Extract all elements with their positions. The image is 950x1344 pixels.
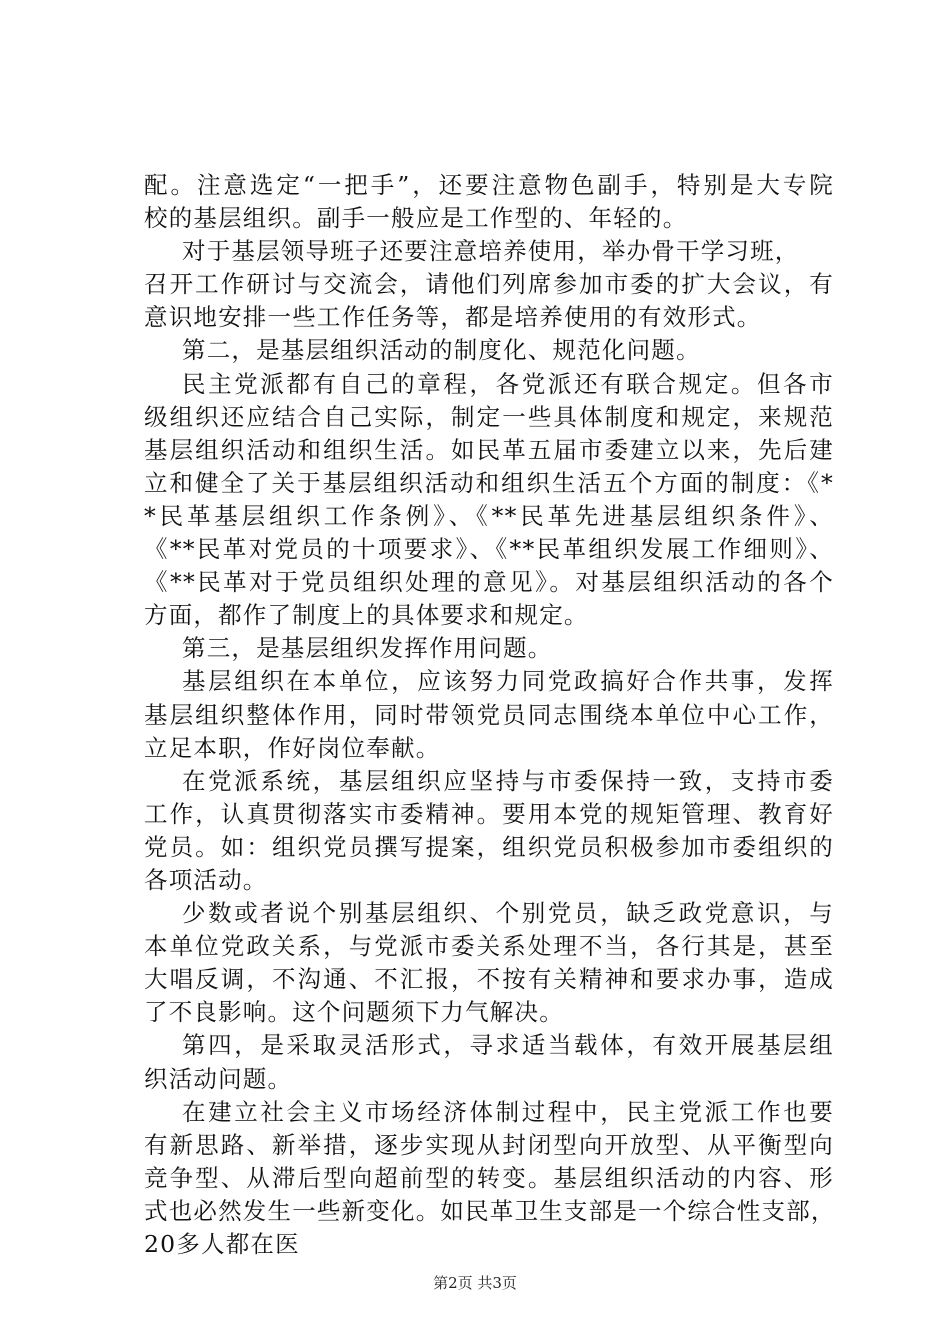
- text-line: 大唱反调，不沟通、不汇报，不按有关精神和要求办事，造成: [144, 965, 834, 994]
- text-line: *民革基层组织工作条例》、《**民革先进基层组织条件》、: [144, 501, 834, 530]
- text-line: 立和健全了关于基层组织活动和组织生活五个方面的制度：《*: [144, 468, 834, 497]
- text-line: 少数或者说个别基层组织、个别党员，缺乏政党意识，与: [182, 899, 834, 928]
- text-line: 基层组织在本单位，应该努力同党政搞好合作共事，发挥: [182, 667, 834, 696]
- page-number-footer: 第2页 共3页: [433, 1274, 517, 1292]
- text-line: 级组织还应结合自己实际，制定一些具体制度和规定，来规范: [144, 402, 834, 431]
- text-line: 织活动问题。: [144, 1064, 293, 1093]
- text-line: 民主党派都有自己的章程，各党派还有联合规定。但各市: [182, 369, 834, 398]
- text-line: 各项活动。: [144, 865, 268, 894]
- text-line: 基层组织活动和组织生活。如民革五届市委建立以来，先后建: [144, 435, 834, 464]
- text-line: 《**民革对党员的十项要求》、《**民革组织发展工作细则》、: [144, 535, 834, 564]
- text-line: 在建立社会主义市场经济体制过程中，民主党派工作也要: [182, 1097, 834, 1126]
- text-line: 校的基层组织。副手一般应是工作型的、年轻的。: [144, 204, 688, 233]
- text-line: 意识地安排一些工作任务等，都是培养使用的有效形式。: [144, 303, 762, 332]
- text-line: 本单位党政关系，与党派市委关系处理不当，各行其是，甚至: [144, 932, 834, 961]
- text-line: 在党派系统，基层组织应坚持与市委保持一致，支持市委: [182, 766, 834, 795]
- section-heading: 第三，是基层组织发挥作用问题。: [182, 634, 553, 663]
- section-heading: 第四，是采取灵活形式，寻求适当载体，有效开展基层组: [182, 1031, 834, 1060]
- section-heading: 第二，是基层组织活动的制度化、规范化问题。: [182, 336, 701, 365]
- text-line: 配。注意选定“一把手”，还要注意物色副手，特别是大专院: [144, 171, 834, 199]
- text-line: 20多人都在医: [144, 1230, 300, 1258]
- text-line: 《**民革对于党员组织处理的意见》。对基层组织活动的各个: [144, 568, 834, 597]
- text-line: 了不良影响。这个问题须下力气解决。: [144, 998, 564, 1027]
- text-line: 竞争型、从滞后型向超前型的转变。基层组织活动的内容、形: [144, 1163, 834, 1192]
- text-line: 工作，认真贯彻落实市委精神。要用本党的规矩管理、教育好: [144, 799, 834, 828]
- text-line: 式也必然发生一些新变化。如民革卫生支部是一个综合性支部，: [144, 1196, 836, 1225]
- text-line: 党员。如：组织党员撰写提案，组织党员积极参加市委组织的: [144, 832, 834, 861]
- text-line: 方面，都作了制度上的具体要求和规定。: [144, 601, 589, 630]
- text-line: 对于基层领导班子还要注意培养使用，举办骨干学习班，: [182, 237, 800, 266]
- text-line: 召开工作研讨与交流会，请他们列席参加市委的扩大会议，有: [144, 270, 834, 299]
- text-line: 立足本职，作好岗位奉献。: [144, 733, 441, 762]
- document-body: [144, 169, 834, 1261]
- text-line: 基层组织整体作用，同时带领党员同志围绕本单位中心工作，: [144, 700, 834, 729]
- text-line: 有新思路、新举措，逐步实现从封闭型向开放型、从平衡型向: [144, 1130, 834, 1159]
